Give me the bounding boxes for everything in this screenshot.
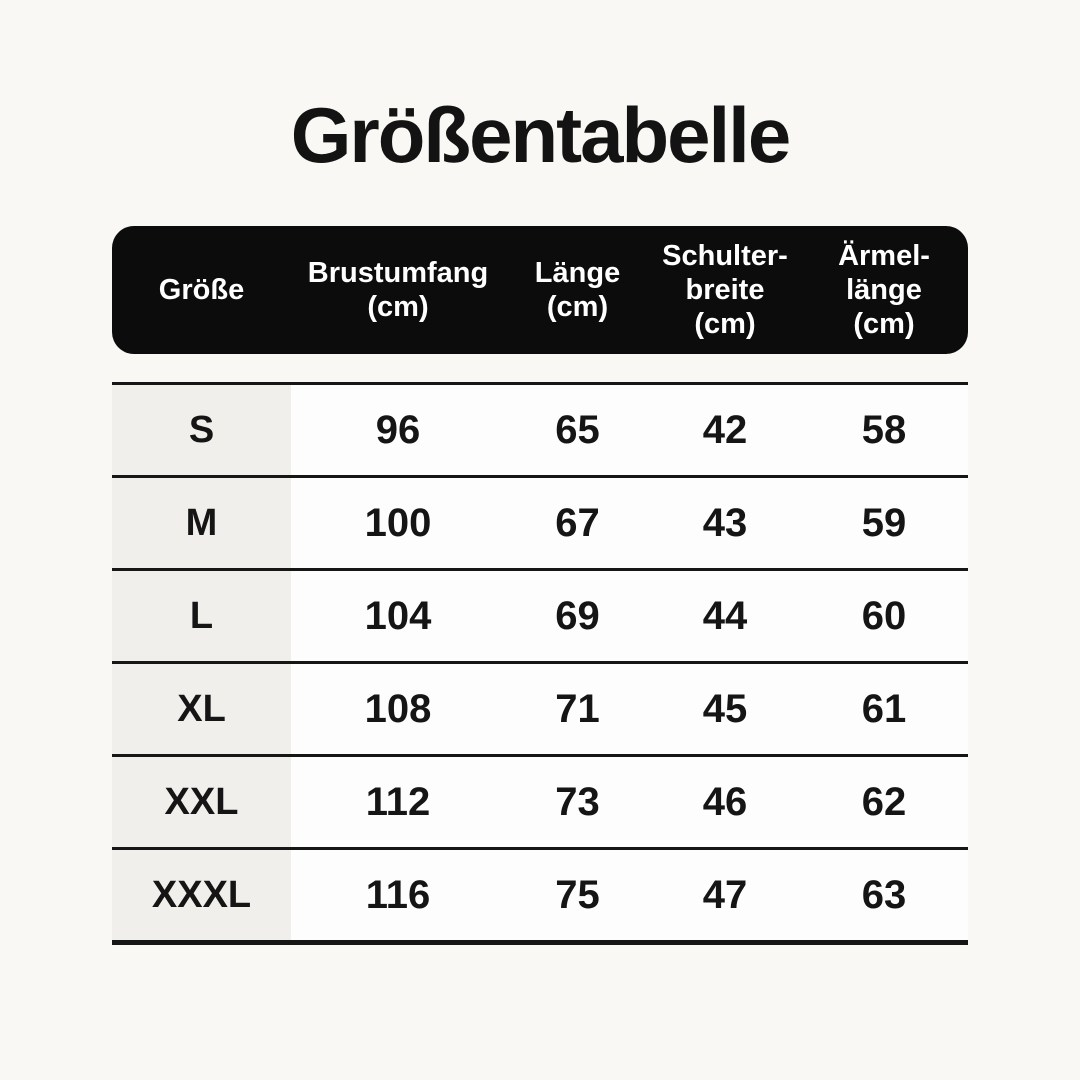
size-chart — [112, 226, 968, 945]
page-title: Größentabelle — [290, 91, 790, 179]
table-header — [112, 226, 968, 354]
value-cell-chest: 104 — [364, 593, 432, 638]
value-cell-length: 65 — [555, 407, 600, 452]
value-cell-chest: 116 — [365, 872, 431, 917]
value-cell-sleeve: 60 — [861, 593, 907, 638]
table-row-xl — [112, 664, 968, 757]
header-cell-size — [112, 226, 291, 354]
size-cell: M — [112, 478, 291, 568]
value-cell-sleeve: 58 — [861, 407, 907, 452]
header-label: Schulter- — [662, 239, 788, 272]
header-cell-sleeve — [800, 226, 968, 354]
header-label: Ärmel- — [838, 239, 930, 272]
header-label: breite — [685, 273, 765, 306]
value-cell-length: 71 — [555, 686, 600, 731]
table-row-xxl — [112, 757, 968, 850]
header-label: (cm) — [546, 291, 609, 323]
value-cell-chest: 96 — [375, 407, 421, 452]
header-cell-chest — [291, 226, 505, 354]
size-cell: XXL — [112, 757, 291, 847]
table-row-s — [112, 385, 968, 478]
value-cell-shoulder: 44 — [702, 593, 748, 638]
size-cell: XXXL — [112, 850, 291, 940]
value-cell-shoulder: 42 — [702, 407, 748, 452]
value-cell-length: 69 — [555, 593, 600, 638]
value-cell-sleeve: 61 — [861, 686, 907, 731]
value-cell-sleeve: 62 — [861, 779, 907, 824]
header-label: länge — [846, 273, 922, 306]
header-label: (cm) — [694, 308, 756, 341]
header-label: Größe — [158, 273, 245, 306]
value-cell-chest: 108 — [364, 686, 432, 731]
header-label: Länge — [534, 256, 621, 289]
table-row-m — [112, 478, 968, 571]
value-cell-chest: 100 — [364, 500, 432, 545]
value-cell-length: 73 — [555, 779, 600, 824]
size-cell: L — [112, 571, 291, 661]
value-cell-sleeve: 63 — [861, 872, 907, 917]
table-row-l — [112, 571, 968, 664]
value-cell-shoulder: 46 — [702, 779, 748, 824]
header-label: (cm) — [367, 291, 429, 323]
value-cell-shoulder: 45 — [702, 686, 748, 731]
value-cell-shoulder: 47 — [702, 872, 748, 917]
header-label: Brustumfang — [307, 256, 489, 289]
value-cell-shoulder: 43 — [702, 500, 748, 545]
table-row-xxxl — [112, 850, 968, 945]
value-cell-sleeve: 59 — [861, 500, 907, 545]
header-cell-length — [505, 226, 650, 354]
size-table-body — [112, 382, 968, 945]
value-cell-length: 67 — [555, 500, 600, 545]
value-cell-chest: 112 — [365, 779, 431, 824]
header-cell-shoulder — [650, 226, 800, 354]
header-label: (cm) — [853, 308, 915, 341]
value-cell-length: 75 — [555, 872, 600, 917]
size-cell: XL — [112, 664, 291, 754]
size-cell: S — [112, 385, 291, 475]
